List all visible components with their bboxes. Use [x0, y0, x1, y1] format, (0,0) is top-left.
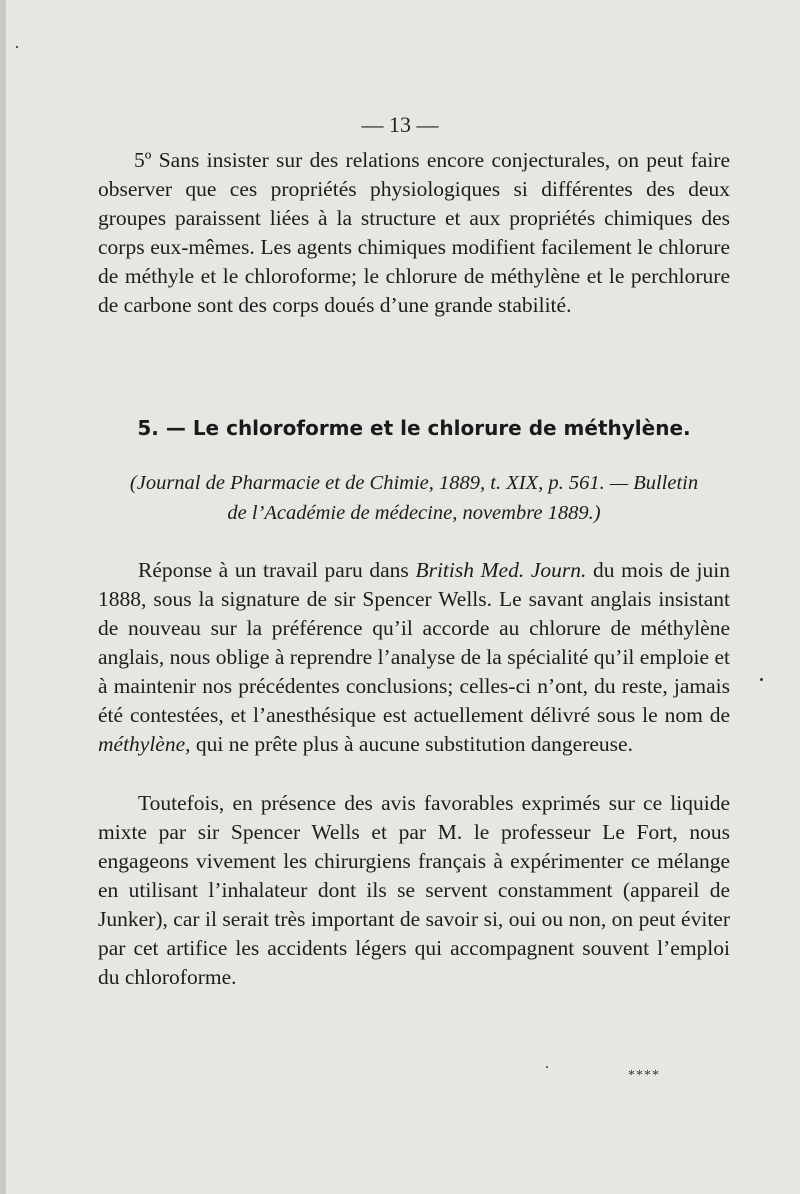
citation [98, 468, 730, 528]
small-dot [546, 1066, 548, 1068]
paragraph-2-part-3: , qui ne prête plus à aucune substitution dangereuse. [185, 732, 633, 756]
margin-dot [760, 678, 763, 681]
paragraph-2-part-2: du mois de juin 1888, sous la signature de sir Spencer Wells. Le savant anglais insistant de nouveau sur la préférence qu’il accorde au chlorure de méthylène anglais, nous oblige à reprendre l’analyse de la spécialité qu’il emploie et à maintenir nos précédentes conclusions; celles-ci n’ont, du reste, jamais été contestées, et l’anesthésique est actuellement délivré sous le nom de [98, 558, 730, 727]
citation-line-2: de l’Académie de médecine, novembre 1889.) [227, 502, 601, 524]
page-number: — 13 — [361, 112, 439, 137]
paragraph-2-part-1: Réponse à un travail paru dans [138, 558, 416, 582]
product-name: méthylène [98, 732, 186, 756]
journal-name: British Med. Journ. [415, 558, 587, 582]
paragraph-3: Toutefois, en présence des avis favorables exprimés sur ce liquide mixte par sir Spencer Wells et par M. le professeur Le Fort, nous engageons vivement les chirurgiens français à expérimenter ce mélange en utilisant l’inhalateur dont ils se servent constamment (appareil de Junker), car il serait très important de savoir si, oui ou non, on peut éviter par cet artifice les accidents légers qui accompagnent souvent l’emploi du chloroforme. [98, 791, 730, 989]
section-heading: 5. — Le chloroforme et le chlorure de méthylène. [137, 416, 691, 440]
paragraph-2 [98, 556, 730, 759]
citation-line-1: (Journal de Pharmacie et de Chimie, 1889, t. XIX, p. 561. — Bulletin [129, 472, 699, 494]
edge-mark [16, 46, 18, 48]
paragraph-1: 5º Sans insister sur des relations encore conjecturales, on peut faire observer que ces propriétés physiologiques si différentes des deux groupes paraissent liées à la structure et aux propriétés chimiques des corps eux-mêmes. Les agents chimiques modifient facilement le chlorure de méthyle et le chloroforme; le chlorure de méthylène et le perchlorure de carbone sont des corps doués d’une grande stabilité. [98, 148, 730, 317]
footer-stars: **** [628, 1068, 660, 1083]
